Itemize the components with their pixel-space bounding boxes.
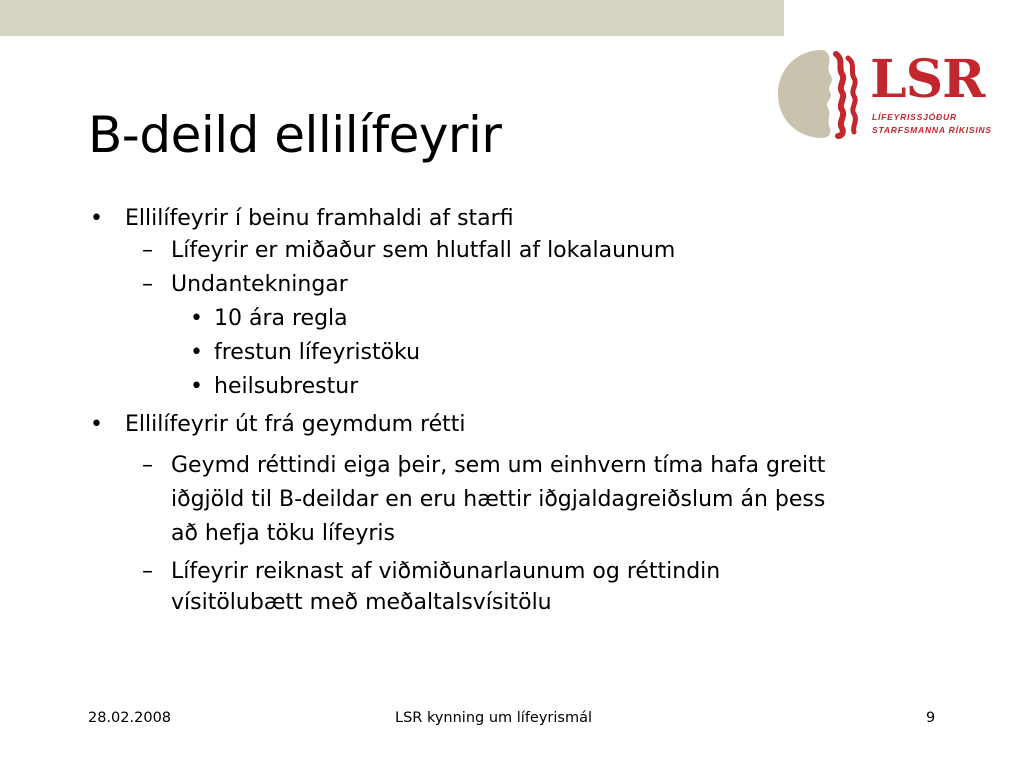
bullet-2-sub-2-line-1: Lífeyrir reiknast af viðmiðunarlaunum og réttindin bbox=[171, 559, 721, 584]
bullet-marker: • bbox=[190, 374, 203, 399]
bullet-marker: • bbox=[190, 306, 203, 331]
bullet-marker: • bbox=[190, 340, 203, 365]
dash-marker: – bbox=[142, 559, 153, 584]
footer-title: LSR kynning um lífeyrismál bbox=[395, 710, 593, 726]
bullet-2-sub-1-line-3: að hefja töku lífeyris bbox=[171, 521, 395, 546]
bullet-2-sub-1-line-1: Geymd réttindi eiga þeir, sem um einhvern tíma hafa greitt bbox=[171, 453, 826, 478]
dash-marker: – bbox=[142, 453, 153, 478]
footer-date: 28.02.2008 bbox=[88, 710, 172, 726]
dash-marker: – bbox=[142, 238, 153, 263]
footer-page-number: 9 bbox=[926, 710, 936, 726]
bullet-1-sub-2: Undantekningar bbox=[171, 272, 348, 297]
logo-profiles-icon bbox=[776, 48, 868, 140]
lsr-logo bbox=[776, 48, 1002, 140]
bullet-marker: • bbox=[90, 206, 103, 231]
bullet-1-sub-2-item-1: 10 ára regla bbox=[214, 306, 348, 331]
bullet-1: Ellilífeyrir í beinu framhaldi af starfi bbox=[125, 206, 514, 231]
slide-title: B-deild ellilífeyrir bbox=[88, 106, 502, 164]
top-accent-bar bbox=[0, 0, 784, 36]
logo-wordmark: LSR bbox=[870, 49, 985, 110]
bullet-2-sub-1-line-2: iðgjöld til B-deildar en eru hættir iðgjaldagreiðslum án þess bbox=[171, 487, 826, 512]
logo-subtitle-line1: LÍFEYRISSJÓÐUR bbox=[872, 112, 957, 122]
bullet-1-sub-2-item-2: frestun lífeyristöku bbox=[214, 340, 421, 365]
dash-marker: – bbox=[142, 272, 153, 297]
logo-subtitle-line2: STARFSMANNA RÍKISINS bbox=[872, 125, 992, 135]
bullet-2: Ellilífeyrir út frá geymdum rétti bbox=[125, 412, 466, 437]
bullet-2-sub-2-line-2: vísitölubætt með meðaltalsvísitölu bbox=[171, 590, 552, 615]
bullet-marker: • bbox=[90, 412, 103, 437]
bullet-1-sub-2-item-3: heilsubrestur bbox=[214, 374, 359, 399]
bullet-1-sub-1: Lífeyrir er miðaður sem hlutfall af lokalaunum bbox=[171, 238, 676, 263]
